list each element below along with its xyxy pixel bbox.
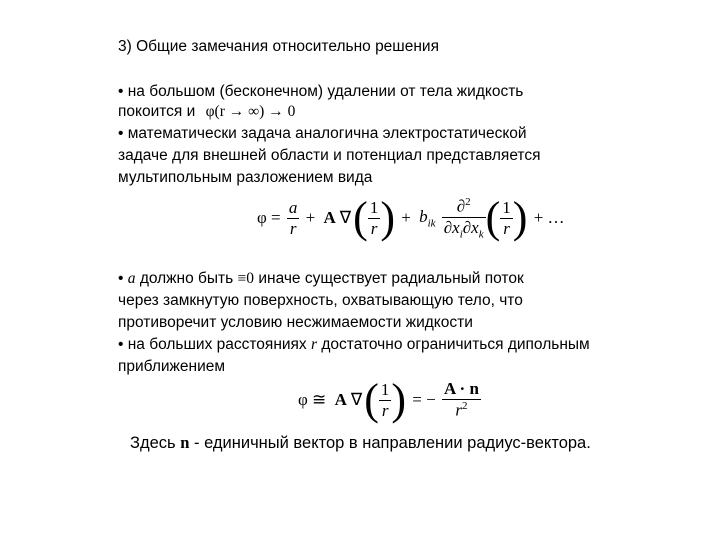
paragraph-2-line-1: • математически задача аналогична электростатической [118, 125, 527, 142]
fraction-one-over-r: $\frac{1}{r}$ [369, 197, 379, 238]
paragraph-4-line-2: приближением [118, 358, 226, 375]
formula-phi-lhs: φ = [257, 208, 281, 228]
paragraph-1-line-1: • на большом (бесконечном) удалении от тела жидкость [118, 83, 524, 100]
fraction-a-over-r: $\frac{a}{r}$ [288, 197, 298, 238]
paragraph-1-prefix: покоится и [118, 103, 196, 120]
paragraph-3-line-3: противоречит условию несжимаемости жидкости [118, 314, 473, 331]
footer-note: Здесь n - единичный вектор в направлении радиус-вектора. [130, 433, 591, 452]
paragraph-3-line-1: • a должно быть ≡0 иначе существует радиальный поток [118, 270, 524, 287]
section-heading: 3) Общие замечания относительно решения [118, 38, 439, 55]
multipole-formula: φ = $\frac{a}{r}$ + A ∇( $\frac{1}{r}$ ) + $b_{ik}$ $\frac{\partial^2}{\partial x_i\partial x_k}$ ( $\frac{1}{r}$ ) + … [257, 193, 565, 243]
paragraph-4-line-1: • на больших расстояниях r достаточно ограничиться дипольным [118, 336, 590, 353]
fraction-one-over-r-2: $\frac{1}{r}$ [502, 197, 511, 238]
paragraph-2-line-3: мультипольным разложением вида [118, 169, 373, 186]
tensor-b: $b_{ik}$ [419, 206, 436, 230]
fraction-one-over-r-dipole: $\frac{1}{r}$ [380, 379, 390, 420]
paragraph-2-line-2: задаче для внешней области и потенциал представляется [118, 147, 541, 164]
nabla-symbol: ∇ [339, 208, 352, 228]
paragraph-3-line-2: через замкнутую поверхность, охватывающую тело, что [118, 292, 523, 309]
fraction-A-dot-n-over-r2: $\frac{A \cdot n}{r^2}$ [443, 379, 479, 420]
second-derivative-fraction: $\frac{\partial^2}{\partial x_i\partial x_k}$ [443, 196, 484, 241]
paragraph-1-line-2 [118, 103, 295, 121]
vector-A: A [323, 208, 336, 228]
dipole-formula: φ ≅ A ∇( $\frac{1}{r}$ ) = − $\frac{A \cdot n}{r^2}$ [298, 375, 479, 424]
limit-formula: φ(r → ∞) → 0 [205, 103, 296, 120]
